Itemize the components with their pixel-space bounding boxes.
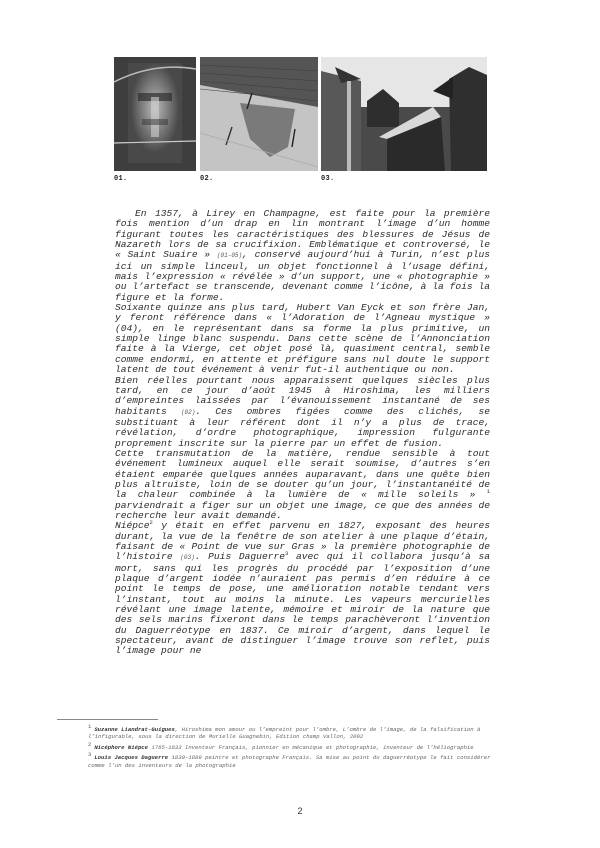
paragraph: Cette transmutation de la matière, rendue sensible à tout événement lumineux auquel elle serait soumise, d’autres s’en étaient emparée quelques années auparavant, dans une quête bien plus altruiste, loin de se douter qu’un jour, l’instantanéité de la chaleur combinée à la lumière de « mille soleils » $^1$ parviendrait a figer sur un objet une image, ce que des années de recherche leur avait demandé.: [115, 447, 490, 521]
footnote-marker[interactable]: 2: [149, 519, 153, 527]
figure-shroud-image: [114, 57, 196, 171]
footnote-marker[interactable]: 3: [284, 550, 289, 558]
figure-reference: (01-05): [216, 252, 243, 260]
footnote-separator: [57, 719, 158, 720]
figure-caption: 02.: [200, 175, 214, 183]
figure-caption: 03.: [321, 175, 335, 183]
page-number: 2: [297, 806, 303, 816]
footnote: 3 Louis Jacques Daguerre 1830-1889 peintre et photographe Français. Sa mise au point du daguerréotype le fait considérer comme l’un des inventeurs de la photographie: [88, 751, 491, 769]
footnote-number: 2: [88, 740, 92, 748]
paragraph: En 1357, à Lirey en Champagne, est faite pour la première fois mention d’un drap en lin montrant l’image d’un homme figurant toutes les caractéristiques des blessures de Jésus de Nazareth lors de sa crucifixion. Emblématique et controversé, le « Saint Suaire » (01-05), conservé aujourd’hui à Turin, n’est plus ici un simple linceul, un objet fonctionnel à l’usage défini, mais l’expression « révélée » d’un support, une « photographie » ou l’artefact se transcende, devenant comme l’icône, à la fois la figure et la forme.: [115, 208, 490, 303]
paragraph: Bien réelles pourtant nous apparaissent quelques siècles plus tard, en ce jour d’août 1945 à Hiroshima, les milliers d’empreintes laissées par l’évanouissement instantané de ses habitants (02). Ces ombres figées comme des clichés, se substituant à leur référent dont il n’y a plus de trace, révélation, d’ordre photographique, impression fulgurante proprement inscrite sur la pierre par un effet de fusion.: [115, 374, 491, 449]
figure-caption: 01.: [114, 175, 128, 183]
footnote-author: Suzanne Liandrat-Guigues: [94, 726, 175, 733]
footnotes: [88, 723, 498, 772]
paragraph: Niépce$^2$ y était en effet parvenu en 1827, exposant des heures durant, la vue de la fenêtre de son atelier à une plaque d’étain, faisant de « Point de vue sur Gras » la première photographie de l’histoire (03). Puis Daguerre$^3$ avec qui il collabora jusqu’à sa mort, sans qui les progrès du procédé par l’exposition d’une plaque d’argent iodée n’auraient pas permis d’en réduire à ce point le temps de pose, une amélioration notable tendant vers l’instant, tout au moins la minute. Les vapeurs mercurielles révélant une image latente, mémoire et miroir de la nature que des sels marins fixeront dans le temps parachèveront l’invention du Daguerréotype en 1837. Ce miroir d’argent, dans lequel le spectateur, avant de distinguer l’image trouve son reflet, puis l’image pour ne: [115, 519, 490, 657]
shroud-photo: [114, 57, 196, 171]
point-de-vue-gras-photo: [321, 57, 487, 171]
figure-gras-image: [321, 57, 487, 171]
footnote-author: Louis Jacques Daguerre: [94, 754, 169, 762]
footnote-number: 1: [88, 723, 92, 731]
figure-hiroshima-image: [200, 57, 318, 171]
footnote-author: Nicéphore Niépce: [94, 743, 149, 751]
paragraph: Soixante quinze ans plus tard, Hubert Van Eyck et son frère Jan, y feront référence dans « l’Adoration de l’Agneau mystique » (04), en le représentant dans sa forme la plus primitive, un simple linge blanc suspendu. Dans cette scène de l’Annonciation faite à la Vierge, cet objet posé là, quasiment central, semble comme endormi, en attente et préfigure sans nul doute le support latent de tout événement à venir fut-il authentique ou non.: [115, 302, 490, 376]
footnote: 2 Nicéphore Niépce 1765-1833 Inventeur Français, pionnier en mécanique et photographie, inventeur de l’héliographie: [88, 740, 474, 751]
footnote: 1 Suzanne Liandrat-Guigues, Hiroshima mon amour ou l’empreint pour l’ombre, L’ombre de l’image, de la falsification à l’infigurable, sous la direction de Murielle Guagnebin, Edition champ Vallon, 2002: [88, 723, 481, 741]
footnote-number: 3: [88, 751, 92, 759]
hiroshima-shadow-photo: [200, 57, 318, 171]
body-text: [115, 209, 490, 657]
footnote-marker[interactable]: 1: [486, 488, 490, 496]
figure-reference: (03): [180, 554, 195, 562]
figure-reference: (02): [180, 408, 196, 416]
